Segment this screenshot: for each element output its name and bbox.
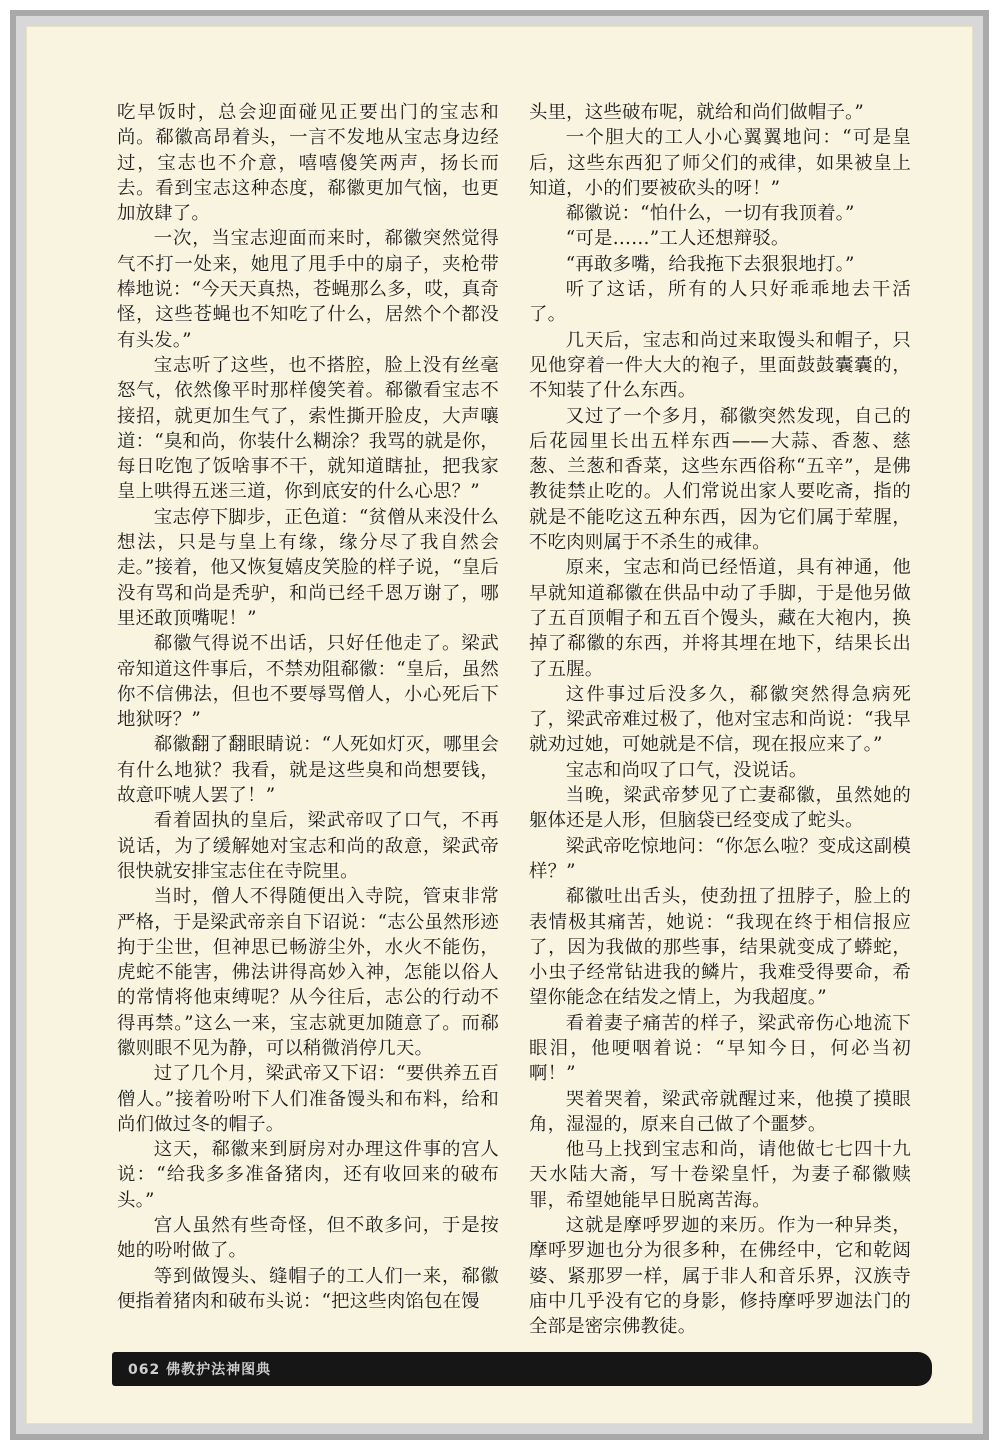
paragraph: 郗徽气得说不出话，只好任他走了。梁武帝知道这件事后，不禁劝阻郗徽：“皇后，虽然你不信佛法，但也不要辱骂僧人，小心死后下地狱呀？”	[117, 633, 499, 731]
paragraph: 宝志停下脚步，正色道：“贫僧从来没什么想法，只是与皇上有缘，缘分尽了我自然会走。”接着，他又恢复嬉皮笑脸的样子说，“皇后没有骂和尚是秃驴，和尚已经千恩万谢了，哪里还敢顶嘴呢！”	[117, 506, 499, 629]
paragraph: “可是……”工人还想辩驳。	[565, 228, 790, 250]
paragraph: 宝志和尚叹了口气，没说话。	[565, 759, 808, 781]
paragraph: 宝志听了这些，也不搭腔，脸上没有丝毫怒气，依然像平时那样傻笑着。郗徽看宝志不接招，就更加生气了，索性撕开脸皮，大声嚷道：“臭和尚，你装什么糊涂？我骂的就是你，每日吃饱了饭啥事不干，就知道瞎扯，把我家皇上哄得五迷三道，你到底安的什么心思？”	[117, 354, 499, 503]
paragraph: 这天，郗徽来到厨房对办理这件事的宫人说：“给我多多准备猪肉，还有收回来的破布头。”	[117, 1139, 499, 1211]
paragraph: 听了这话，所有的人只好乖乖地去干活了。	[529, 279, 911, 326]
paragraph: 当晚，梁武帝梦见了亡妻郗徽，虽然她的躯体还是人形，但脑袋已经变成了蛇头。	[529, 785, 911, 832]
paragraph: “再敢多嘴，给我拖下去狠狠地打。”	[565, 253, 855, 275]
left-column	[117, 100, 499, 1314]
paragraph: 郗徽吐出舌头，使劲扭了扭脖子，脸上的表情极其痛苦，她说：“我现在终于相信报应了，因为我做的那些事，结果就变成了蟒蛇，小虫子经常钻进我的鳞片，我难受得要命，希望你能念在结发之情上，为我超度。”	[529, 886, 911, 1009]
paragraph: 原来，宝志和尚已经悟道，具有神通，他早就知道郗徽在供品中动了手脚，于是他另做了五百顶帽子和五百个馒头，藏在大袍内，换掉了郗徽的东西，并将其埋在地下，结果长出了五腥。	[529, 557, 911, 680]
footer-page-label: 062 佛教护法神图典	[128, 1362, 272, 1378]
paragraph: 看着固执的皇后，梁武帝叹了口气，不再说话，为了缓解她对宝志和尚的敌意，梁武帝很快就安排宝志住在寺院里。	[117, 810, 499, 882]
paragraph: 当时，僧人不得随便出入寺院，管束非常严格，于是梁武帝亲自下诏说：“志公虽然形迹拘于尘世，但神思已畅游尘外，水火不能伤，虎蛇不能害，佛法讲得高妙入神，怎能以俗人的常情将他束缚呢？从今往后，志公的行动不得再禁。”这么一来，宝志就更加随意了。而郗徽则眼不见为静，可以稍微消停几天。	[117, 886, 499, 1059]
paragraph: 梁武帝吃惊地问：“你怎么啦？变成这副模样？”	[529, 835, 911, 882]
paragraph: 一次，当宝志迎面而来时，郗徽突然觉得气不打一处来，她甩了甩手中的扇子，夹枪带棒地说：“今天天真热，苍蝇那么多，哎，真奇怪，这些苍蝇也不知吃了什么，居然个个都没有头发。”	[117, 228, 499, 351]
paragraph: 吃早饭时，总会迎面碰见正要出门的宝志和尚。郗徽高昂着头，一言不发地从宝志身边经过，宝志也不介意，嘻嘻傻笑两声，扬长而去。看到宝志这种态度，郗徽更加气恼，也更加放肆了。	[117, 102, 499, 225]
paragraph: 头里，这些破布呢，就给和尚们做帽子。”	[529, 102, 865, 123]
paragraph: 郗徽说：“怕什么，一切有我顶着。”	[565, 203, 855, 225]
paragraph: 等到做馒头、缝帽子的工人们一来，郗徽便指着猪肉和破布头说：“把这些肉馅包在馒	[117, 1265, 499, 1312]
paragraph: 宫人虽然有些奇怪，但不敢多问，于是按她的吩咐做了。	[117, 1215, 499, 1262]
paragraph: 这件事过后没多久，郗徽突然得急病死了，梁武帝难过极了，他对宝志和尚说：“我早就劝过她，可她就是不信，现在报应来了。”	[529, 683, 911, 756]
paragraph: 这就是摩呼罗迦的来历。作为一种异类，摩呼罗迦也分为很多种，在佛经中，它和乾闼婆、紧那罗一样，属于非人和音乐界，汉族寺庙中几乎没有它的身影，修持摩呼罗迦法门的全部是密宗佛教徒。	[529, 1215, 911, 1338]
right-column	[529, 100, 911, 1340]
paragraph: 又过了一个多月，郗徽突然发现，自己的后花园里长出五样东西——大蒜、香葱、慈葱、兰葱和香菜，这些东西俗称“五辛”，是佛教徒禁止吃的。人们常说出家人要吃斋，指的就是不能吃这五种东西，因为它们属于荤腥，不吃肉则属于不杀生的戒律。	[529, 405, 911, 554]
paragraph: 几天后，宝志和尚过来取馒头和帽子，只见他穿着一件大大的袍子，里面鼓鼓囊囊的，不知装了什么东西。	[529, 329, 911, 402]
paragraph: 郗徽翻了翻眼睛说：“人死如灯灭，哪里会有什么地狱？我看，就是这些臭和尚想要钱，故意吓唬人罢了！”	[117, 734, 499, 807]
footer-bar	[112, 1352, 932, 1386]
paragraph: 一个胆大的工人小心翼翼地问：“可是皇后，这些东西犯了师父们的戒律，如果被皇上知道，小的们要被砍头的呀！”	[529, 127, 911, 199]
paragraph: 他马上找到宝志和尚，请他做七七四十九天水陆大斋，写十卷梁皇忏，为妻子郗徽赎罪，希望她能早日脱离苦海。	[529, 1139, 911, 1211]
paragraph: 过了几个月，梁武帝又下诏：“要供养五百僧人。”接着吩咐下人们准备馒头和布料，给和尚们做过冬的帽子。	[117, 1063, 499, 1135]
paragraph: 哭着哭着，梁武帝就醒过来，他摸了摸眼角，湿湿的，原来自己做了个噩梦。	[529, 1088, 911, 1135]
paragraph: 看着妻子痛苦的样子，梁武帝伤心地流下眼泪，他哽咽着说：“早知今日，何必当初啊！”	[529, 1012, 911, 1085]
